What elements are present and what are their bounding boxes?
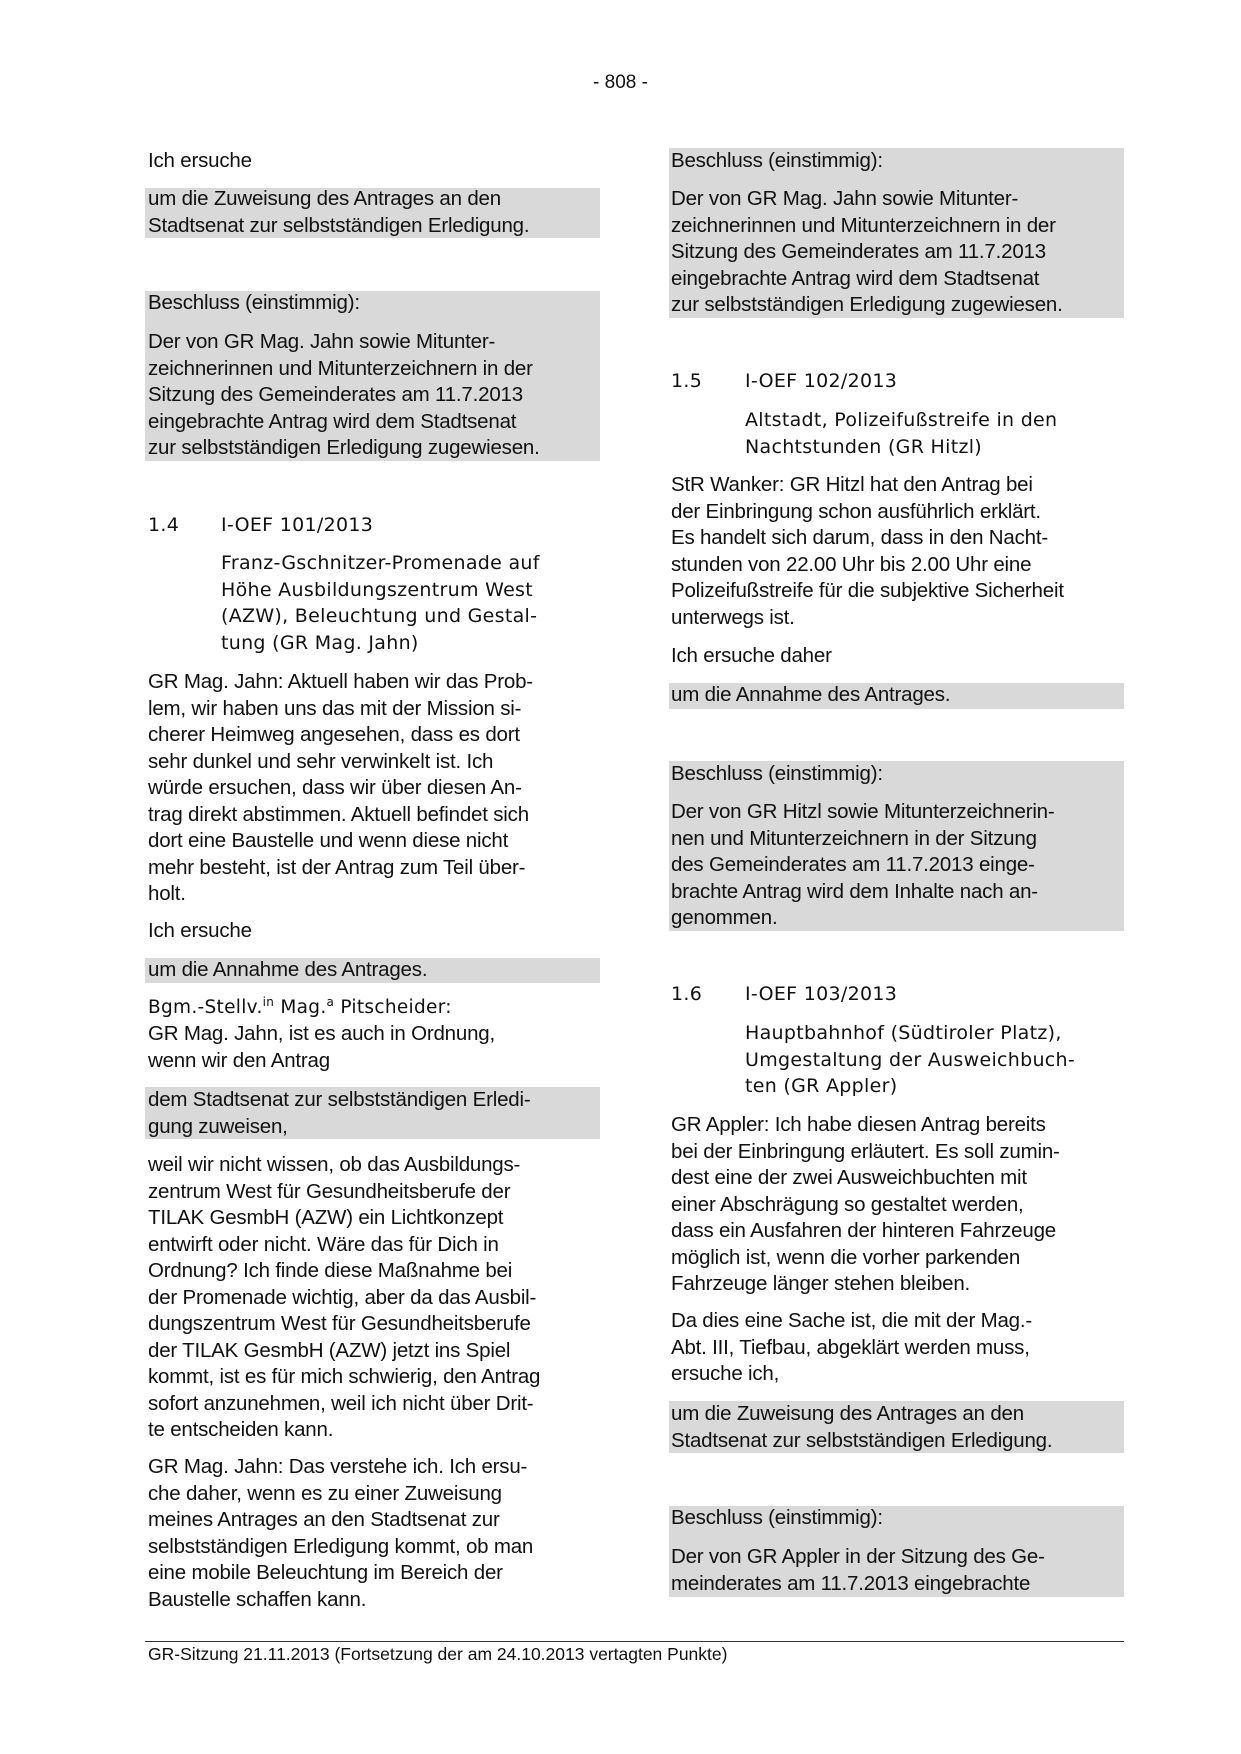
section-id: I-OEF 101/2013: [221, 514, 374, 536]
resolution-text: Der von GR Appler in der Sitzung des Ge- meinderates am 11.7.2013 eingebrachte: [671, 1545, 1045, 1595]
section-title: Franz-Gschnitzer-Promenade auf Höhe Ausbildungszentrum West (AZW), Beleuchtung und Gestal- tung (GR Mag. Jahn): [221, 552, 540, 654]
request-text: um die Annahme des Antrages.: [148, 958, 428, 981]
superscript: in: [262, 994, 275, 1009]
section-id: I-OEF 102/2013: [745, 370, 898, 392]
request-text: um die Annahme des Antrages.: [671, 683, 951, 706]
resolution-label: Beschluss (einstimmig):: [671, 149, 883, 172]
speaker-title: Mag.: [274, 997, 327, 1018]
resolution-text: Der von GR Mag. Jahn sowie Mitunter- zeichnerinnen und Mitunterzeichnern in der Sitzung des Gemeinderates am 11.7.2013 eingebrachte Antrag wird dem Stadtsenat zur selbstständigen Erledigung zugewiesen.: [671, 187, 1063, 316]
footer-rule: [145, 1641, 1124, 1642]
section-number: 1.4: [148, 514, 180, 536]
speaker-title: Bgm.-Stellv.: [148, 997, 263, 1018]
paragraph: GR Mag. Jahn, ist es auch in Ordnung, wenn wir den Antrag: [148, 1022, 495, 1072]
section-id: I-OEF 103/2013: [745, 983, 898, 1005]
resolution-label: Beschluss (einstimmig):: [148, 291, 360, 314]
paragraph: StR Wanker: GR Hitzl hat den Antrag bei der Einbringung schon ausführlich erklärt. Es handelt sich darum, dass in den Nacht- stunden von 22.00 Uhr bis 2.00 Uhr eine Polizeifußstreife für die subjektive Sicherheit unterwegs ist.: [671, 473, 1064, 629]
paragraph: GR Mag. Jahn: Das verstehe ich. Ich ersu- che daher, wenn es zu einer Zuweisung meines Antrages an den Stadtsenat zur selbstständigen Erledigung kommt, ob man eine mobile Beleuchtung im Bereich der Baustelle schaffen kann.: [148, 1455, 534, 1611]
paragraph: Ich ersuche: [148, 149, 252, 172]
paragraph: Ich ersuche: [148, 919, 252, 942]
section-title: Altstadt, Polizeifußstreife in den Nachtstunden (GR Hitzl): [745, 409, 1058, 458]
resolution-label: Beschluss (einstimmig):: [671, 1506, 883, 1529]
section-number: 1.6: [671, 983, 703, 1005]
speaker-name: Pitscheider:: [334, 997, 452, 1018]
resolution-text: Der von GR Hitzl sowie Mitunterzeichnerin- nen und Mitunterzeichnern in der Sitzung des Gemeinderates am 11.7.2013 einge- brachte Antrag wird dem Inhalte nach an- genommen.: [671, 800, 1055, 929]
request-text: um die Zuweisung des Antrages an den Stadtsenat zur selbstständigen Erledigung.: [148, 187, 530, 237]
paragraph: weil wir nicht wissen, ob das Ausbildungs- zentrum West für Gesundheitsberufe der TILAK GesmbH (AZW) ein Lichtkonzept entwirft oder nicht. Wäre das für Dich in Ordnung? Ich finde diese Maßnahme bei der Promenade wichtig, aber da das Ausbil- dungszentrum West für Gesundheitsberufe der TILAK GesmbH (AZW) jetzt ins Spiel kommt, ist es für mich schwierig, den Antrag sofort anzunehmen, weil ich nicht über Drit- te entscheiden kann.: [148, 1153, 541, 1441]
resolution-text: Der von GR Mag. Jahn sowie Mitunter- zeichnerinnen und Mitunterzeichnern in der Sitzung des Gemeinderates am 11.7.2013 eingebrachte Antrag wird dem Stadtsenat zur selbstständigen Erledigung zugewiesen.: [148, 330, 540, 459]
page-number: - 808 -: [593, 72, 648, 93]
section-number: 1.5: [671, 370, 703, 392]
request-text: dem Stadtsenat zur selbstständigen Erledi- gung zuweisen,: [148, 1088, 531, 1138]
section-title: Hauptbahnhof (Südtiroler Platz), Umgestaltung der Ausweichbuch- ten (GR Appler): [745, 1022, 1076, 1097]
superscript: a: [326, 994, 335, 1009]
paragraph: GR Appler: Ich habe diesen Antrag bereits bei der Einbringung erläutert. Es soll zumin- dest eine der zwei Ausweichbuchten mit einer Abschrägung so gestaltet werden, dass ein Ausfahren der hinteren Fahrzeuge möglich ist, wenn die vorher parkenden Fahrzeuge länger stehen bleiben.: [671, 1113, 1060, 1295]
request-text: um die Zuweisung des Antrages an den Stadtsenat zur selbstständigen Erledigung.: [671, 1402, 1053, 1452]
paragraph: Ich ersuche daher: [671, 644, 832, 667]
resolution-label: Beschluss (einstimmig):: [671, 762, 883, 785]
speaker-label: [148, 995, 452, 1022]
paragraph: GR Mag. Jahn: Aktuell haben wir das Prob- lem, wir haben uns das mit der Mission si- cherer Heimweg angesehen, dass es dort sehr dunkel und sehr verwinkelt ist. Ich würde ersuchen, dass wir über diesen An- trag direkt abstimmen. Aktuell befindet sich dort eine Baustelle und wenn diese nicht mehr besteht, ist der Antrag zum Teil über- holt.: [148, 670, 533, 905]
footer-text: GR-Sitzung 21.11.2013 (Fortsetzung der am 24.10.2013 vertagten Punkte): [148, 1644, 728, 1664]
paragraph: Da dies eine Sache ist, die mit der Mag.- Abt. III, Tiefbau, abgeklärt werden muss, ersuche ich,: [671, 1309, 1032, 1385]
